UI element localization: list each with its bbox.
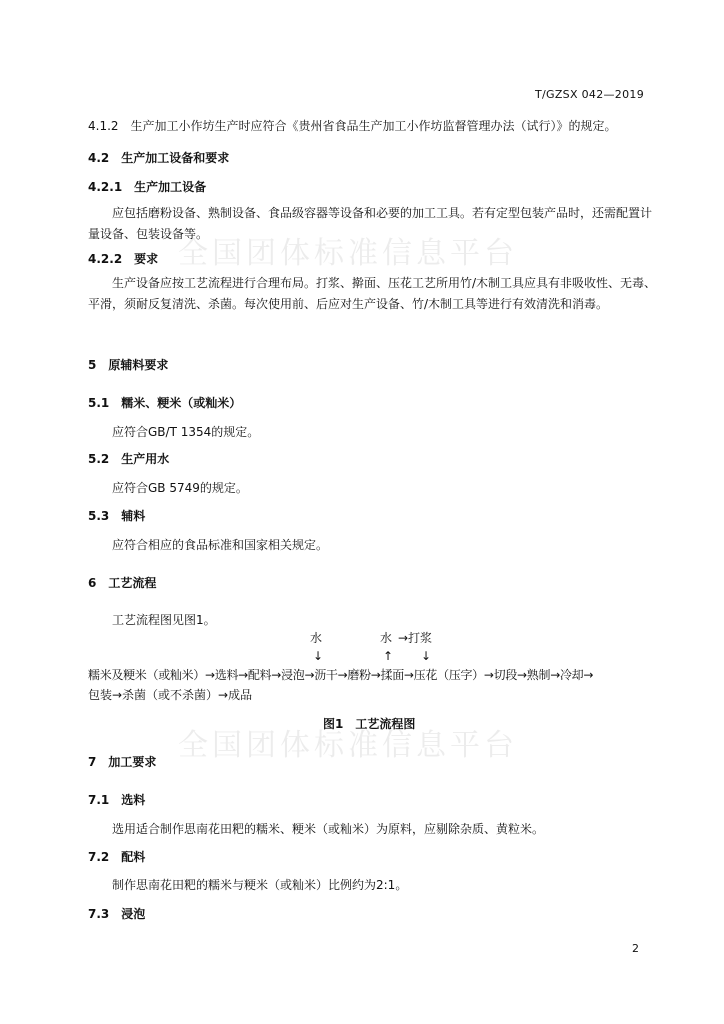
- heading-5-3: 5.3 辅料: [88, 509, 146, 523]
- heading-7: 7 加工要求: [88, 755, 157, 769]
- flow-arrow-down-2: ↓: [421, 649, 432, 663]
- paragraph-5-3: 应符合相应的食品标准和国家相关规定。: [112, 538, 329, 552]
- flow-line-1: 糯米及粳米（或籼米）→选料→配料→浸泡→沥干→磨粉→揉面→压花（压字）→切段→熟制→冷却→: [88, 668, 594, 682]
- flow-arrow-down-1: ↓: [313, 649, 324, 663]
- watermark-bottom: 全国团体标准信息平台: [178, 728, 518, 763]
- paragraph-5-2: 应符合GB 5749的规定。: [112, 481, 248, 495]
- document-id-header: T/GZSX 042—2019: [535, 88, 644, 101]
- heading-7-2: 7.2 配料: [88, 850, 146, 864]
- heading-4-2-2: 4.2.2 要求: [88, 252, 159, 266]
- flow-arrow-up: ↑: [383, 649, 394, 663]
- heading-5: 5 原辅料要求: [88, 358, 169, 372]
- heading-5-2: 5.2 生产用水: [88, 452, 170, 466]
- heading-7-1: 7.1 选料: [88, 793, 146, 807]
- flow-water-label-1: 水: [310, 631, 323, 645]
- flow-line-2: 包装→杀菌（或不杀菌）→成品: [88, 688, 253, 702]
- paragraph-4-2-1: 应包括磨粉设备、熟制设备、食品级容器等设备和必要的加工工具。若有定型包装产品时，还需配置计量设备、包装设备等。: [88, 206, 653, 241]
- paragraph-7-1: 选用适合制作思南花田粑的糯米、粳米（或籼米）为原料，应剔除杂质、黄粒米。: [112, 822, 545, 836]
- paragraph-5-1: 应符合GB/T 1354的规定。: [112, 425, 260, 439]
- flow-intro: 工艺流程图见图1。: [112, 613, 216, 627]
- clause-4-1-2: 4.1.2 生产加工小作坊生产时应符合《贵州省食品生产加工小作坊监督管理办法（试行）》的规定。: [88, 119, 617, 133]
- heading-5-1: 5.1 糯米、粳米（或籼米）: [88, 396, 242, 410]
- heading-6: 6 工艺流程: [88, 576, 157, 590]
- watermark-top: 全国团体标准信息平台: [178, 236, 518, 271]
- heading-4-2-1: 4.2.1 生产加工设备: [88, 180, 207, 194]
- heading-4-2: 4.2 生产加工设备和要求: [88, 151, 230, 165]
- flow-water-label-2: 水: [380, 631, 393, 645]
- page-number: 2: [632, 942, 639, 955]
- figure-caption: 图1 工艺流程图: [323, 717, 416, 731]
- paragraph-7-2: 制作思南花田粑的糯米与粳米（或籼米）比例约为2:1。: [112, 878, 408, 892]
- heading-7-3: 7.3 浸泡: [88, 907, 146, 921]
- paragraph-4-2-2: 生产设备应按工艺流程进行合理布局。打浆、擀面、压花工艺所用竹/木制工具应具有非吸收性、无毒、平滑，须耐反复清洗、杀菌。每次使用前、后应对生产设备、竹/木制工具等进行有效清洗和消毒。: [88, 276, 657, 311]
- flow-beat-label: →打浆: [398, 631, 433, 645]
